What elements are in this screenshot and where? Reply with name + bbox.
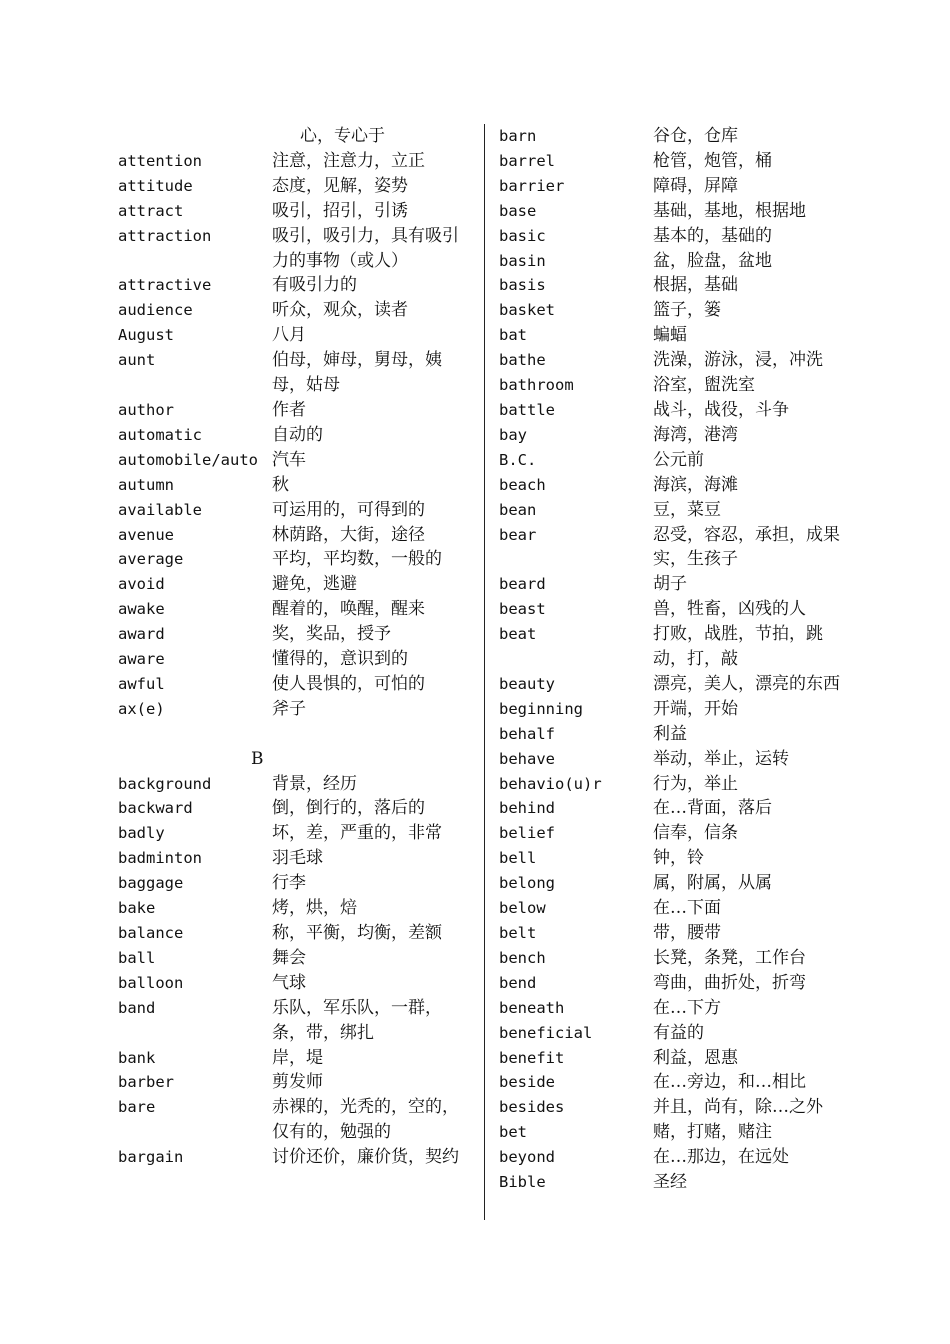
dictionary-entry <box>499 373 855 398</box>
dictionary-entry <box>118 971 474 996</box>
entry-word: bathroom <box>499 376 574 395</box>
entry-word: bare <box>118 1098 156 1117</box>
dictionary-entry <box>118 846 474 871</box>
dictionary-entry <box>499 821 855 846</box>
entry-word: autumn <box>118 475 174 494</box>
dictionary-entry <box>118 523 474 548</box>
dictionary-entry <box>499 1021 855 1046</box>
entry-word: bear <box>499 525 537 544</box>
entry-word: automatic <box>118 425 202 444</box>
entries-b-list <box>118 772 474 1171</box>
entry-word: award <box>118 625 165 644</box>
dictionary-entry <box>118 273 474 298</box>
entry-definition: 平均，平均数，一般的 <box>272 549 442 570</box>
dictionary-entry <box>499 921 855 946</box>
entry-word: beast <box>499 600 546 619</box>
entry-word: basin <box>499 251 546 270</box>
section-letter: B <box>251 748 264 769</box>
dictionary-entry <box>499 273 855 298</box>
dictionary-entry <box>118 423 474 448</box>
entry-word: beginning <box>499 699 583 718</box>
entry-word: bank <box>118 1048 156 1067</box>
dictionary-entry <box>499 249 855 274</box>
entry-word: bell <box>499 849 537 868</box>
entry-word: Bible <box>499 1173 546 1192</box>
entry-definition: 并且，尚有，除…之外 <box>653 1097 823 1118</box>
entry-word: balance <box>118 923 184 942</box>
dictionary-entry <box>118 946 474 971</box>
entry-word: beach <box>499 475 546 494</box>
entry-word: beneficial <box>499 1023 593 1042</box>
dictionary-entry <box>499 871 855 896</box>
entry-definition: 盆，脸盘，盆地 <box>653 250 772 271</box>
dictionary-entry <box>118 298 474 323</box>
dictionary-entry <box>118 772 474 797</box>
entry-word: beyond <box>499 1148 555 1167</box>
dictionary-entry <box>499 946 855 971</box>
dictionary-entry <box>118 871 474 896</box>
entry-word: ball <box>118 948 156 967</box>
dictionary-entry <box>499 846 855 871</box>
entry-definition: 秋 <box>272 474 289 495</box>
entry-word: beneath <box>499 998 565 1017</box>
dictionary-entry <box>499 896 855 921</box>
entry-word: besides <box>499 1098 565 1117</box>
entry-definition: 八月 <box>272 325 306 346</box>
dictionary-entry <box>499 298 855 323</box>
entry-definition: 自动的 <box>272 424 323 445</box>
entry-word: behind <box>499 799 555 818</box>
dictionary-entry <box>499 597 855 622</box>
entry-word: badminton <box>118 849 202 868</box>
entry-definition: 吸引，吸引力，具有吸引力的事物（或人） <box>272 225 459 271</box>
entry-definition: 属，附属，从属 <box>653 873 772 894</box>
entry-definition: 公元前 <box>653 449 704 470</box>
entry-definition: 漂亮，美人，漂亮的东西 <box>653 673 840 694</box>
dictionary-entry <box>118 896 474 921</box>
entry-word: attractive <box>118 276 212 295</box>
entry-definition: 坏，差，严重的，非常 <box>272 823 442 844</box>
entry-definition: 兽，牲畜，凶残的人 <box>653 599 806 620</box>
entry-definition: 赌，打赌，赌注 <box>653 1122 772 1143</box>
dictionary-entry <box>118 224 474 274</box>
entry-definition: 谷仓，仓库 <box>653 126 738 146</box>
entry-word: base <box>499 201 537 220</box>
entry-word: background <box>118 774 212 793</box>
dictionary-entry <box>118 796 474 821</box>
dictionary-entry <box>118 1046 474 1071</box>
entry-word: beauty <box>499 674 555 693</box>
entry-definition: 长凳，条凳，工作台 <box>653 947 806 968</box>
dictionary-entry <box>499 572 855 597</box>
entry-word: bend <box>499 973 537 992</box>
dictionary-entry <box>118 547 474 572</box>
entry-definition: 篮子，篓 <box>653 300 721 321</box>
dictionary-entry <box>118 672 474 697</box>
entry-word: bargain <box>118 1148 184 1167</box>
entry-definition: 忍受，容忍，承担，成果实，生孩子 <box>653 524 840 570</box>
entry-word: band <box>118 998 156 1017</box>
entry-word: attract <box>118 201 184 220</box>
entry-definition: 称，平衡，均衡，差额 <box>272 922 442 943</box>
entry-word: awake <box>118 600 165 619</box>
entry-definition: 行李 <box>272 873 306 894</box>
entry-word: automobile/auto <box>118 450 258 469</box>
dictionary-entry <box>118 921 474 946</box>
dictionary-entry <box>499 199 855 224</box>
entry-word: beside <box>499 1073 555 1092</box>
dictionary-entry <box>118 597 474 622</box>
dictionary-entry <box>499 448 855 473</box>
entry-word: baggage <box>118 874 184 893</box>
entry-definition: 战斗，战役，斗争 <box>653 399 789 420</box>
entry-definition: 气球 <box>272 972 306 993</box>
entries-list <box>499 124 855 1195</box>
dictionary-entry <box>499 1145 855 1170</box>
entry-definition: 胡子 <box>653 574 687 595</box>
entry-definition: 在…那边，在远处 <box>653 1147 789 1168</box>
entry-definition: 钟，铃 <box>653 848 704 869</box>
entry-word: beat <box>499 625 537 644</box>
dictionary-entry <box>499 398 855 423</box>
entry-word: behavio(u)r <box>499 774 602 793</box>
entry-word: backward <box>118 799 193 818</box>
dictionary-entry <box>499 772 855 797</box>
entry-word: behalf <box>499 724 555 743</box>
dictionary-entry <box>118 174 474 199</box>
dictionary-entry <box>118 1070 474 1095</box>
dictionary-entry <box>118 996 474 1046</box>
dictionary-entry <box>118 697 474 722</box>
entry-definition: 奖，奖品，授予 <box>272 624 391 645</box>
dictionary-entry <box>499 622 855 672</box>
entry-definition: 基础，基地，根据地 <box>653 200 806 221</box>
entry-word: avenue <box>118 525 174 544</box>
entry-definition: 圣经 <box>653 1172 687 1193</box>
dictionary-entry <box>499 224 855 249</box>
dictionary-entry <box>499 1046 855 1071</box>
entry-word: aware <box>118 650 165 669</box>
dictionary-entry <box>118 622 474 647</box>
entry-definition: 在…旁边，和…相比 <box>653 1072 806 1093</box>
dictionary-entry <box>499 1095 855 1120</box>
entry-definition: 洗澡，游泳，浸，冲洗 <box>653 350 823 371</box>
entry-definition: 作者 <box>272 399 306 420</box>
entry-definition: 海湾，港湾 <box>653 424 738 445</box>
dictionary-entry <box>499 971 855 996</box>
entry-word: barn <box>499 127 537 145</box>
entry-word: August <box>118 326 174 345</box>
entry-word: behave <box>499 749 555 768</box>
entry-definition: 举动，举止，运转 <box>653 748 789 769</box>
entry-definition: 利益，恩惠 <box>653 1047 738 1068</box>
dictionary-entry <box>499 747 855 772</box>
entry-definition: 林荫路，大街，途径 <box>272 524 425 545</box>
entry-word: belong <box>499 874 555 893</box>
entry-definition: 醒着的，唤醒，醒来 <box>272 599 425 620</box>
dictionary-entry <box>499 672 855 697</box>
entry-definition: 有益的 <box>653 1022 704 1043</box>
dictionary-entry <box>118 473 474 498</box>
entry-definition: 根据，基础 <box>653 275 738 296</box>
dictionary-entry <box>499 722 855 747</box>
dictionary-entry <box>499 423 855 448</box>
dictionary-entry <box>118 323 474 348</box>
entry-word: bat <box>499 326 527 345</box>
entry-definition: 舞会 <box>272 947 306 968</box>
entry-word: bake <box>118 899 156 918</box>
entry-definition: 吸引，招引，引诱 <box>272 200 408 221</box>
entry-word: bet <box>499 1123 527 1142</box>
entry-definition: 听众，观众，读者 <box>272 300 408 321</box>
entry-definition: 在…背面，落后 <box>653 798 772 819</box>
entry-definition: 懂得的，意识到的 <box>272 649 408 670</box>
section-heading <box>118 722 474 772</box>
dictionary-entry <box>118 199 474 224</box>
entry-word: bench <box>499 948 546 967</box>
left-column <box>118 124 474 1170</box>
dictionary-entry <box>499 996 855 1021</box>
dictionary-entry <box>118 821 474 846</box>
dictionary-entry <box>499 498 855 523</box>
entry-word: basket <box>499 301 555 320</box>
dictionary-entry <box>499 1070 855 1095</box>
dictionary-entry <box>499 796 855 821</box>
entry-word: average <box>118 550 184 569</box>
dictionary-entry <box>118 498 474 523</box>
entry-definition: 开端，开始 <box>653 698 738 719</box>
entry-word: available <box>118 500 202 519</box>
entry-definition: 在…下面 <box>653 898 721 919</box>
entry-definition: 豆，菜豆 <box>653 499 721 520</box>
entry-word: basis <box>499 276 546 295</box>
entry-definition: 打败，战胜，节拍，跳动，打，敲 <box>653 624 823 670</box>
entry-word: awful <box>118 674 165 693</box>
entry-definition: 基本的，基础的 <box>653 225 772 246</box>
dictionary-entry <box>118 448 474 473</box>
entry-definition: 障碍，屏障 <box>653 175 738 196</box>
entry-word: attraction <box>118 226 212 245</box>
entry-word: aunt <box>118 351 156 370</box>
dictionary-entry <box>499 149 855 174</box>
entry-word: bathe <box>499 351 546 370</box>
entry-word: badly <box>118 824 165 843</box>
column-divider <box>484 124 485 1220</box>
dictionary-entry <box>118 1095 474 1145</box>
entry-word: barrel <box>499 151 555 170</box>
entry-definition: 赤裸的，光秃的，空的，仅有的，勉强的 <box>272 1097 459 1143</box>
dictionary-entry <box>499 1120 855 1145</box>
entry-word: ax(e) <box>118 699 165 718</box>
entry-word: basic <box>499 226 546 245</box>
dictionary-entry <box>499 697 855 722</box>
entry-word: balloon <box>118 973 184 992</box>
entry-definition: 注意，注意力，立正 <box>272 150 425 171</box>
continuation-text: 心，专心于 <box>300 126 385 146</box>
entry-definition: 带，腰带 <box>653 923 721 943</box>
entry-definition: 岸，堤 <box>272 1047 323 1068</box>
right-column <box>499 124 855 1195</box>
entry-word: benefit <box>499 1048 565 1067</box>
entry-definition: 伯母，婶母，舅母，姨母，姑母 <box>272 350 442 396</box>
entry-word: beard <box>499 575 546 594</box>
dictionary-entry <box>499 473 855 498</box>
entry-word: B.C. <box>499 450 537 469</box>
entry-word: barber <box>118 1073 174 1092</box>
dictionary-entry <box>499 174 855 199</box>
entry-word: belt <box>499 924 537 942</box>
entry-definition: 斧子 <box>272 698 306 719</box>
entry-definition: 浴室，盥洗室 <box>653 375 755 396</box>
dictionary-entry <box>499 323 855 348</box>
entry-definition: 汽车 <box>272 449 306 470</box>
entry-word: author <box>118 400 174 419</box>
entry-word: bay <box>499 425 527 444</box>
entry-definition: 信奉，信条 <box>653 823 738 844</box>
entry-definition: 利益 <box>653 723 687 744</box>
entry-definition: 在…下方 <box>653 997 721 1018</box>
entry-definition: 讨价还价，廉价货，契约 <box>272 1147 459 1168</box>
entry-word: attitude <box>118 176 193 195</box>
entry-word: barrier <box>499 176 565 195</box>
dictionary-entry <box>118 149 474 174</box>
entry-word: attention <box>118 151 202 170</box>
dictionary-entry <box>118 348 474 398</box>
entry-definition: 剪发师 <box>272 1072 323 1093</box>
entry-word: audience <box>118 301 193 320</box>
dictionary-entry <box>499 348 855 373</box>
entry-definition: 倒，倒行的，落后的 <box>272 798 425 819</box>
dictionary-entry <box>118 1145 474 1170</box>
entry-word: belief <box>499 824 555 843</box>
dictionary-entry <box>499 1170 855 1195</box>
entry-definition: 行为，举止 <box>653 773 738 794</box>
entry-word: avoid <box>118 575 165 594</box>
dictionary-entry <box>118 572 474 597</box>
entry-definition: 使人畏惧的，可怕的 <box>272 673 425 694</box>
entries-a-list <box>118 149 474 722</box>
entry-definition: 避免，逃避 <box>272 574 357 595</box>
entry-definition: 可运用的，可得到的 <box>272 499 425 520</box>
entry-definition: 有吸引力的 <box>272 275 357 296</box>
entry-definition: 弯曲，曲折处，折弯 <box>653 972 806 993</box>
entry-definition: 海滨，海滩 <box>653 474 738 495</box>
entry-definition: 枪管，炮管，桶 <box>653 150 772 171</box>
entry-definition: 羽毛球 <box>272 848 323 869</box>
dictionary-entry <box>118 647 474 672</box>
entry-definition: 蝙蝠 <box>653 325 687 346</box>
entry-word: below <box>499 899 546 918</box>
entry-word: battle <box>499 400 555 419</box>
entry-definition: 背景，经历 <box>272 773 357 794</box>
entry-word: bean <box>499 500 537 519</box>
dictionary-entry <box>499 523 855 573</box>
dictionary-entry <box>118 398 474 423</box>
dictionary-entry <box>499 124 855 149</box>
entry-definition: 态度，见解，姿势 <box>272 175 408 196</box>
entry-definition: 烤，烘，焙 <box>272 898 357 919</box>
entry-definition: 乐队，军乐队，一群，条，带，绑扎 <box>272 997 442 1043</box>
